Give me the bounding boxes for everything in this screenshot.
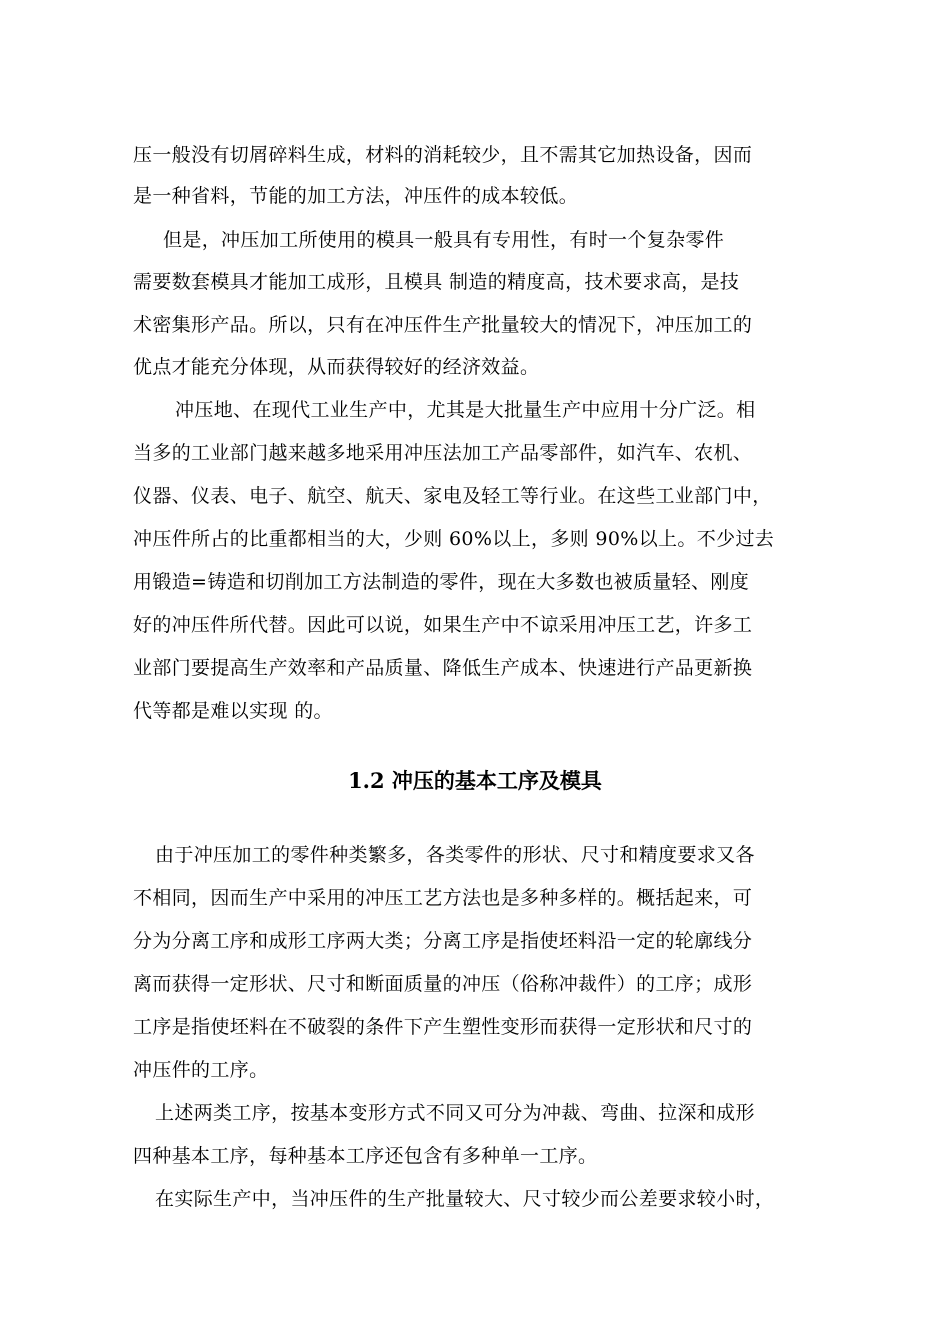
paragraph-line: 代等都是难以实现 的。 [133,700,333,722]
paragraph-line: 用锻造=铸造和切削加工方法制造的零件，现在大多数也被质量轻、刚度 [133,571,750,593]
paragraph-line: 工序是指使坯料在不破裂的条件下产生塑性变形而获得一定形状和尺寸的 [133,1016,753,1038]
paragraph-line: 压一般没有切屑碎料生成，材料的消耗较少，且不需其它加热设备，因而 [133,144,753,166]
paragraph-line: 在实际生产中，当冲压件的生产批量较大、尺寸较少而公差要求较小时， [155,1188,775,1210]
paragraph-line: 仪器、仪表、电子、航空、航天、家电及轻工等行业。在这些工业部门中， [133,485,772,507]
paragraph-line: 冲压件所占的比重都相当的大，少则 60%以上，多则 90%以上。不少过去 [133,528,775,550]
paragraph-line: 业部门要提高生产效率和产品质量、降低生产成本、快速进行产品更新换 [133,657,753,679]
paragraph-line: 冲压件的工序。 [133,1059,269,1081]
paragraph-line: 是一种省料，节能的加工方法，冲压件的成本较低。 [133,185,579,207]
paragraph-line: 冲压地、在现代工业生产中，尤其是大批量生产中应用十分广泛。相 [175,399,756,421]
paragraph-line: 当多的工业部门越来越多地采用冲压法加工产品零部件，如汽车、农机、 [133,442,753,464]
section-heading: 1.2 冲压的基本工序及模具 [348,768,602,793]
paragraph-line: 不相同，因而生产中采用的冲压工艺方法也是多种多样的。概括起来，可 [133,887,753,909]
paragraph-line: 离而获得一定形状、尺寸和断面质量的冲压（俗称冲裁件）的工序；成形 [133,973,753,995]
paragraph-line: 上述两类工序，按基本变形方式不同又可分为冲裁、弯曲、拉深和成形 [155,1102,755,1124]
paragraph-line: 由于冲压加工的零件种类繁多，各类零件的形状、尺寸和精度要求又各 [155,844,755,866]
paragraph-line: 术密集形产品。所以，只有在冲压件生产批量较大的情况下，冲压加工的 [133,314,753,336]
paragraph-line: 四种基本工序，每种基本工序还包含有多种单一工序。 [133,1145,598,1167]
paragraph-line: 优点才能充分体现，从而获得较好的经济效益。 [133,356,540,378]
paragraph-line: 需要数套模具才能加工成形，且模具 制造的精度高，技术要求高，是技 [133,271,740,293]
paragraph-line: 好的冲压件所代替。因此可以说，如果生产中不谅采用冲压工艺，许多工 [133,614,753,636]
paragraph-line: 但是，冲压加工所使用的模具一般具有专用性，有时一个复杂零件 [163,229,725,251]
paragraph-line: 分为分离工序和成形工序两大类；分离工序是指使坯料沿一定的轮廓线分 [133,930,753,952]
